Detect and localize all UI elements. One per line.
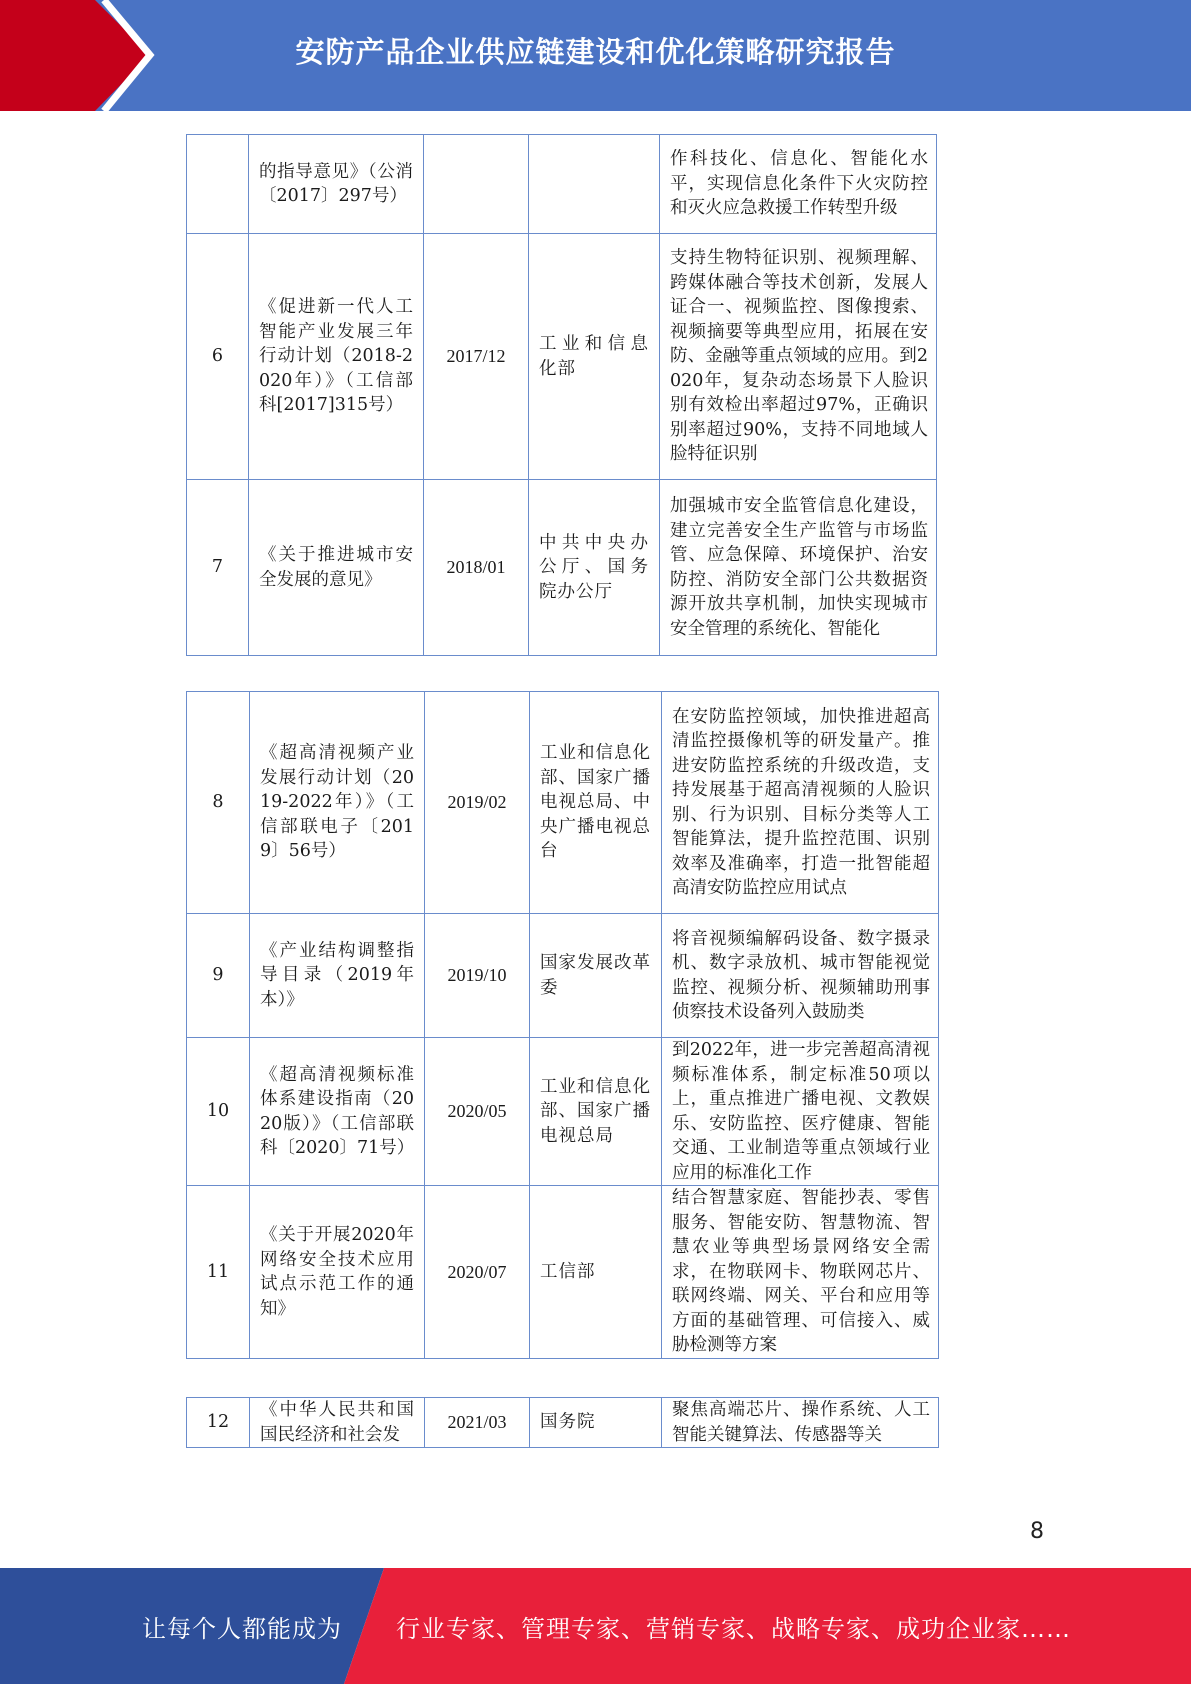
cell-no: 8: [187, 692, 250, 914]
cell-policy-name: 《超高清视频标准体系建设指南（2020版）》（工信部联科〔2020〕71号）: [250, 1038, 425, 1186]
footer-slogan-left: 让每个人都能成为: [142, 1614, 342, 1643]
cell-content: 支持生物特征识别、视频理解、跨媒体融合等技术创新，发展人证合一、视频监控、图像搜索、视频摘要等典型应用，拓展在安防、金融等重点领域的应用。到2020年，复杂动态场景下人脸识别有效检出率超过97%，正确识别率超过90%，支持不同地域人脸特征识别: [660, 234, 937, 480]
cell-content: 加强城市安全监管信息化建设，建立完善安全生产监管与市场监管、应急保障、环境保护、治安防控、消防安全部门公共数据资源开放共享机制，加快实现城市安全管理的系统化、智能化: [660, 480, 937, 656]
footer-slogan-right: 行业专家、管理专家、营销专家、战略专家、成功企业家……: [396, 1614, 1071, 1643]
cell-no: 12: [187, 1398, 250, 1448]
cell-policy-name: 《中华人民共和国国民经济和社会发: [250, 1398, 425, 1448]
cell-content: 到2022年，进一步完善超高清视频标准体系，制定标准50项以上，重点推进广播电视、文教娱乐、安防监控、医疗健康、智能交通、工业制造等重点领域行业应用的标准化工作: [662, 1038, 939, 1186]
cell-no: 6: [187, 234, 249, 480]
table-row: [187, 1186, 939, 1359]
cell-department: 工业和信息化部: [529, 234, 660, 480]
cell-no: 9: [187, 914, 250, 1038]
cell-date: 2018/01: [424, 480, 529, 656]
table-row: [187, 234, 937, 480]
cell-date: 2020/07: [425, 1186, 530, 1359]
cell-department: [529, 135, 660, 234]
cell-policy-name: 《超高清视频产业发展行动计划（2019-2022年）》（工信部联电子〔2019〕56号）: [250, 692, 425, 914]
cell-department: 国家发展改革委: [530, 914, 662, 1038]
cell-content: 作科技化、信息化、智能化水平，实现信息化条件下火灾防控和灭火应急救援工作转型升级: [660, 135, 937, 234]
table-row: [187, 1398, 939, 1448]
cell-policy-name: 《产业结构调整指导目录（2019年本）》: [250, 914, 425, 1038]
policy-table-segment-3: [186, 1397, 939, 1448]
cell-content: 在安防监控领域，加快推进超高清监控摄像机等的研发量产。推进安防监控系统的升级改造，支持发展基于超高清视频的人脸识别、行为识别、目标分类等人工智能算法，提升监控范围、识别效率及准确率，打造一批智能超高清安防监控应用试点: [662, 692, 939, 914]
cell-no: [187, 135, 249, 234]
table-row: [187, 692, 939, 914]
cell-date: 2017/12: [424, 234, 529, 480]
policy-table-segment-2: [186, 691, 939, 1359]
cell-date: [424, 135, 529, 234]
cell-content: 结合智慧家庭、智能抄表、零售服务、智能安防、智慧物流、智慧农业等典型场景网络安全需求，在物联网卡、物联网芯片、联网终端、网关、平台和应用等方面的基础管理、可信接入、威胁检测等方案: [662, 1186, 939, 1359]
cell-date: 2020/05: [425, 1038, 530, 1186]
cell-no: 10: [187, 1038, 250, 1186]
cell-department: 国务院: [530, 1398, 662, 1448]
cell-date: 2021/03: [425, 1398, 530, 1448]
cell-department: 工业和信息化部、国家广播电视总局、中央广播电视总台: [530, 692, 662, 914]
cell-content: 将音视频编解码设备、数字摄录机、数字录放机、城市智能视觉监控、视频分析、视频辅助刑事侦察技术设备列入鼓励类: [662, 914, 939, 1038]
cell-date: 2019/10: [425, 914, 530, 1038]
table-row: [187, 480, 937, 656]
table-row: [187, 1038, 939, 1186]
cell-department: 工业和信息化部、国家广播电视总局: [530, 1038, 662, 1186]
cell-policy-name: 《促进新一代人工智能产业发展三年行动计划（2018-2020年）》（工信部科[2017]315号）: [249, 234, 424, 480]
cell-no: 7: [187, 480, 249, 656]
cell-department: 工信部: [530, 1186, 662, 1359]
policy-table-segment-1: [186, 134, 937, 656]
cell-department: 中共中央办公厅、国务院办公厅: [529, 480, 660, 656]
table-row: [187, 914, 939, 1038]
cell-content: 聚焦高端芯片、操作系统、人工智能关键算法、传感器等关: [662, 1398, 939, 1448]
cell-policy-name: 《关于开展2020年网络安全技术应用试点示范工作的通知》: [250, 1186, 425, 1359]
cell-policy-name: 《关于推进城市安全发展的意见》: [249, 480, 424, 656]
cell-date: 2019/02: [425, 692, 530, 914]
page-number: 8: [1030, 1519, 1044, 1544]
cell-policy-name: 的指导意见》（公消〔2017〕297号）: [249, 135, 424, 234]
page-footer: [0, 1568, 1191, 1684]
document-title: 安防产品企业供应链建设和优化策略研究报告: [295, 34, 896, 69]
table-row: [187, 135, 937, 234]
page-header: [0, 0, 1191, 111]
cell-no: 11: [187, 1186, 250, 1359]
